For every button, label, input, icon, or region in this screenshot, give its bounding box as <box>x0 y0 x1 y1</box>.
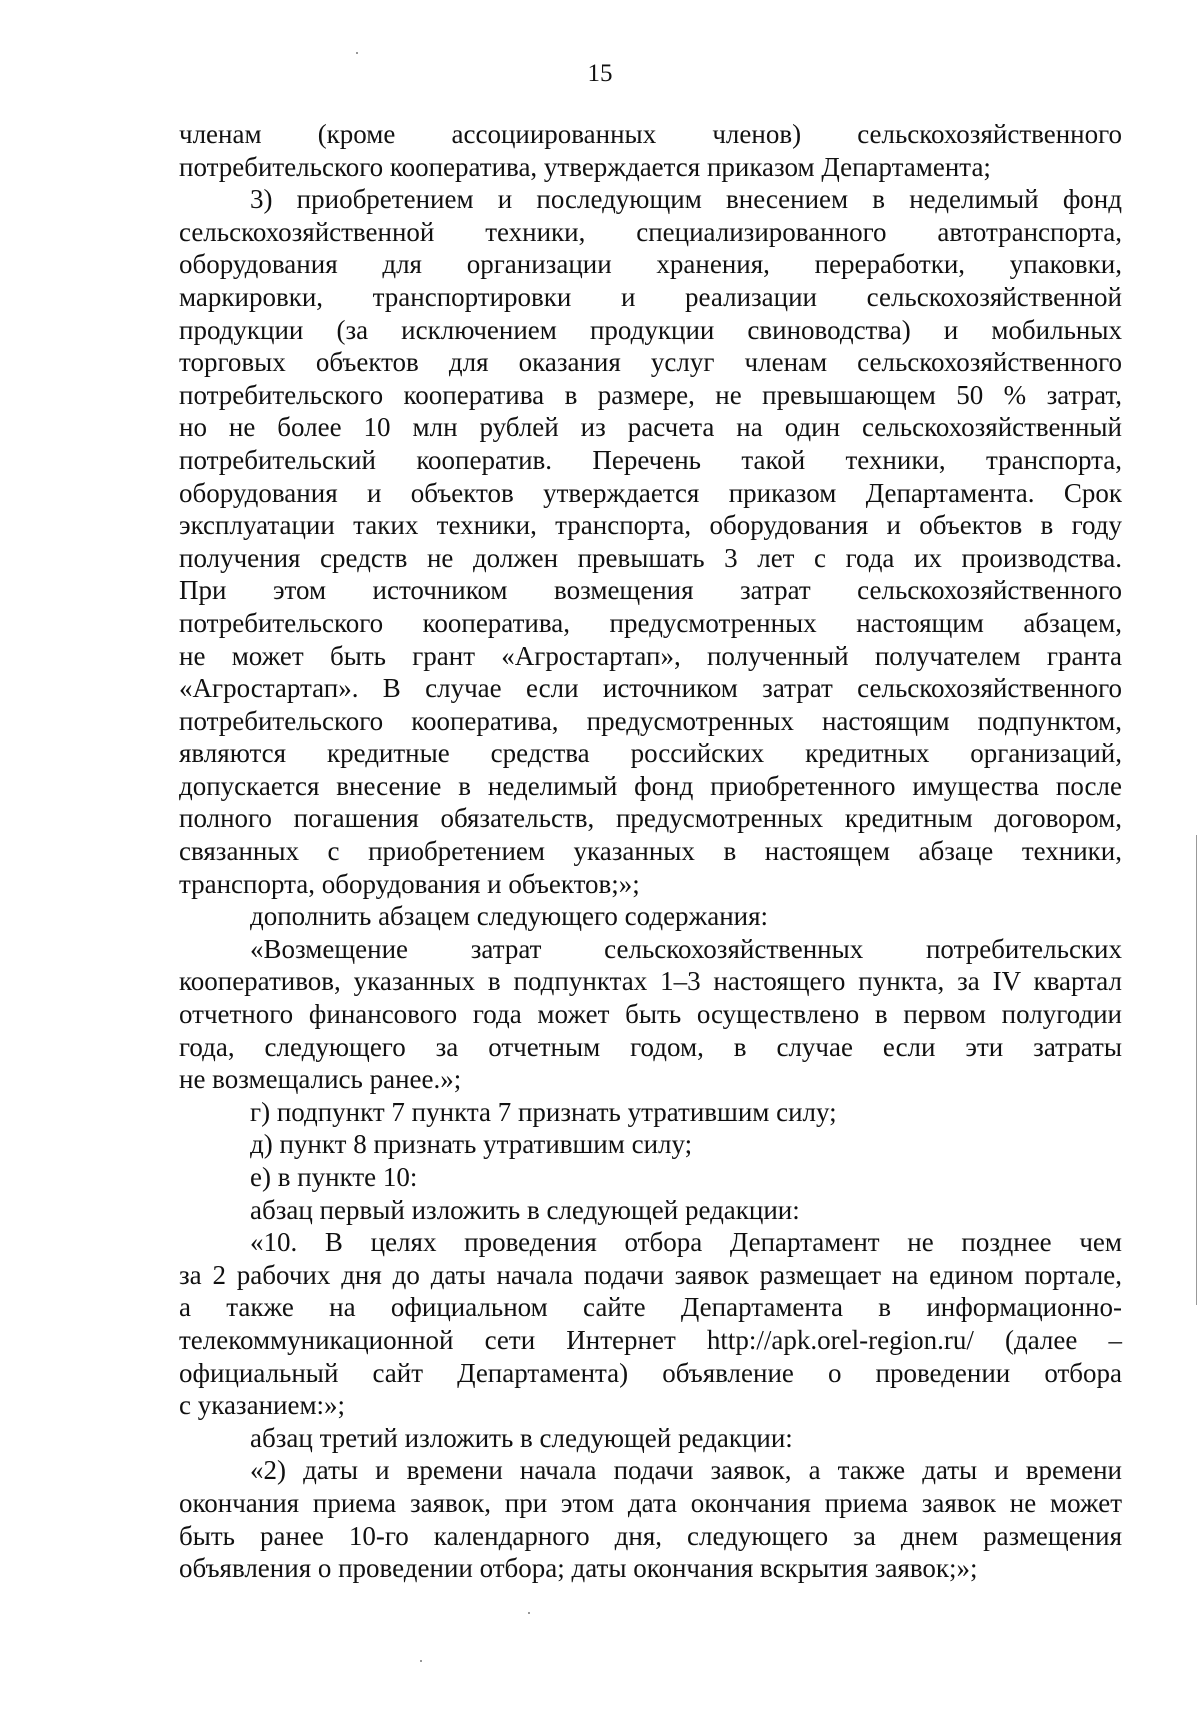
document-body <box>179 118 1122 1585</box>
paragraph-1 <box>179 118 1122 183</box>
text-line: телекоммуникационной сети Интернет http://apk.orel-region.ru/ (далее – <box>179 1324 1122 1355</box>
text-line: быть ранее 10-го календарного дня, следующего за днем размещения <box>179 1520 1122 1551</box>
text-line: получения средств не должен превышать 3 лет с года их производства. <box>179 542 1122 573</box>
text-line: а также на официальном сайте Департамента в информационно- <box>179 1292 1122 1323</box>
text-line: эксплуатации таких техники, транспорта, оборудования и объектов в году <box>179 510 1122 541</box>
text-line: маркировки, транспортировки и реализации сельскохозяйственной <box>179 281 1122 312</box>
text-line: потребительского кооператива, утверждается приказом Департамента; <box>179 151 991 182</box>
text-line: являются кредитные средства российских кредитных организаций, <box>179 738 1122 769</box>
text-line: е) в пункте 10: <box>250 1162 418 1192</box>
paragraph-7 <box>179 1161 1122 1194</box>
text-line: абзац первый изложить в следующей редакции: <box>250 1194 800 1225</box>
text-line: абзац третий изложить в следующей редакции: <box>250 1422 793 1453</box>
paragraph-9 <box>179 1226 1122 1422</box>
text-line: потребительского кооператива в размере, не превышающем 50 % затрат, <box>179 379 1122 410</box>
text-line: транспорта, оборудования и объектов;»; <box>179 868 640 899</box>
text-line: за 2 рабочих дня до даты начала подачи заявок размещает на едином портале, <box>179 1259 1122 1290</box>
text-line: д) пункт 8 признать утратившим силу; <box>250 1129 693 1160</box>
text-line: г) подпункт 7 пункта 7 признать утратившим силу; <box>250 1096 837 1127</box>
text-line: потребительский кооператив. Перечень такой техники, транспорта, <box>179 444 1122 475</box>
text-line: При этом источником возмещения затрат сельскохозяйственного <box>179 575 1122 606</box>
scan-speck <box>528 1612 530 1614</box>
text-line: потребительского кооператива, предусмотренных настоящим подпунктом, <box>179 705 1122 736</box>
text-line: года, следующего за отчетным годом, в случае если эти затраты <box>179 1031 1122 1062</box>
text-line: продукции (за исключением продукции свиноводства) и мобильных <box>179 314 1122 345</box>
text-line: «Возмещение затрат сельскохозяйственных потребительских <box>250 933 1122 964</box>
page-number: 15 <box>587 60 613 87</box>
text-line: оборудования и объектов утверждается приказом Департамента. Срок <box>179 477 1122 508</box>
text-line: оборудования для организации хранения, переработки, упаковки, <box>179 249 1122 280</box>
text-line: полного погашения обязательств, предусмотренных кредитным договором, <box>179 803 1122 834</box>
paragraph-4 <box>179 933 1122 1096</box>
text-line: отчетного финансового года может быть осуществлено в первом полугодии <box>179 999 1122 1030</box>
text-line: окончания приема заявок, при этом дата окончания приема заявок не может <box>179 1487 1122 1518</box>
text-line: членам (кроме ассоциированных членов) сельскохозяйственного <box>179 119 1122 149</box>
scan-speck <box>420 1660 422 1662</box>
paragraph-8 <box>179 1194 1122 1227</box>
text-line: но не более 10 млн рублей из расчета на один сельскохозяйственный <box>179 412 1122 443</box>
text-line: «Агростартап». В случае если источником затрат сельскохозяйственного <box>179 673 1122 704</box>
text-line: объявления о проведении отбора; даты окончания вскрытия заявок;»; <box>179 1553 978 1584</box>
text-line: «2) даты и времени начала подачи заявок, а также даты и времени <box>250 1455 1122 1486</box>
text-line: сельскохозяйственной техники, специализированного автотранспорта, <box>179 216 1122 247</box>
scan-edge-mark <box>1196 835 1197 1305</box>
text-line: потребительского кооператива, предусмотренных настоящим абзацем, <box>179 607 1122 638</box>
text-line: не может быть грант «Агростартап», полученный получателем гранта <box>179 640 1122 671</box>
text-line: «10. В целях проведения отбора Департамент не позднее чем <box>250 1227 1122 1258</box>
paragraph-11 <box>179 1454 1122 1584</box>
text-line: связанных с приобретением указанных в настоящем абзаце техники, <box>179 836 1122 867</box>
text-line: 3) приобретением и последующим внесением в неделимый фонд <box>250 184 1122 215</box>
paragraph-6 <box>179 1128 1122 1161</box>
scan-speck <box>356 52 358 54</box>
paragraph-10 <box>179 1422 1122 1455</box>
text-line: официальный сайт Департамента) объявление о проведении отбора <box>179 1357 1122 1388</box>
text-line: с указанием:»; <box>179 1390 346 1421</box>
text-line: кооперативов, указанных в подпунктах 1–3 настоящего пункта, за IV квартал <box>179 966 1122 997</box>
text-line: не возмещались ранее.»; <box>179 1064 462 1095</box>
text-line: допускается внесение в неделимый фонд приобретенного имущества после <box>179 770 1122 801</box>
text-line: торговых объектов для оказания услуг членам сельскохозяйственного <box>179 347 1122 378</box>
text-line: дополнить абзацем следующего содержания: <box>250 901 769 932</box>
paragraph-3 <box>179 900 1122 933</box>
paragraph-2 <box>179 183 1122 900</box>
paragraph-5 <box>179 1096 1122 1129</box>
